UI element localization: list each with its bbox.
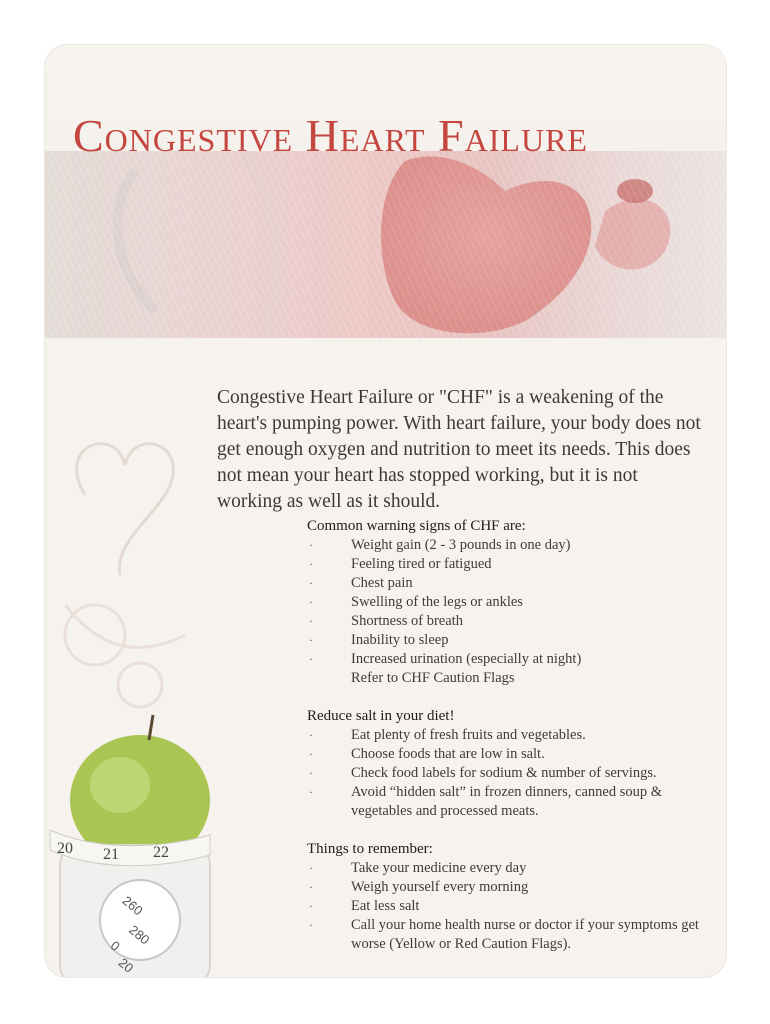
page-title: Congestive Heart Failure [73, 110, 588, 161]
list-item: · Inability to sleep [309, 632, 449, 648]
banner [45, 45, 726, 338]
list-item: · Increased urination (especially at night) [309, 651, 582, 667]
reduce-salt-heading: Reduce salt in your diet! [307, 708, 455, 724]
list-item: · Avoid “hidden salt” in frozen dinners, canned soup & vegetables and processed meats. [309, 784, 662, 819]
svg-text:22: 22 [153, 844, 169, 861]
list-item: · Eat less salt [309, 898, 420, 914]
heart-illustration [45, 151, 726, 338]
things-to-remember-section [305, 839, 725, 954]
svg-text:0: 0 [107, 937, 123, 955]
list-item: · Swelling of the legs or ankles [309, 594, 523, 610]
warning-signs-heading: Common warning signs of CHF are: [307, 518, 526, 534]
list-item: · Take your medicine every day [309, 860, 527, 876]
document-card [45, 45, 726, 977]
list-item: · Call your home health nurse or doctor if your symptoms get worse (Yellow or Red Caution Flags). [309, 917, 699, 952]
intro-paragraph: Congestive Heart Failure or "CHF" is a weakening of the heart's pumping power. With heart failure, your body does not get enough oxygen and nutrition to meet its needs. This does not mean your heart has stopped working, but it is not working as well as it should. [217, 387, 701, 512]
warning-signs-list [305, 536, 725, 669]
list-item: · Eat plenty of fresh fruits and vegetables. [309, 727, 586, 743]
list-item: · Weigh yourself every morning [309, 879, 529, 895]
list-item: · Shortness of breath [309, 613, 463, 629]
reduce-salt-list [305, 726, 725, 821]
list-item: · Feeling tired or fatigued [309, 556, 492, 572]
heart-illustration-band [45, 151, 726, 338]
decorative-art [45, 405, 215, 977]
svg-text:260: 260 [119, 892, 146, 919]
svg-text:20: 20 [57, 840, 73, 857]
warning-signs-section [305, 516, 725, 688]
svg-text:20: 20 [115, 954, 137, 976]
things-to-remember-heading: Things to remember: [307, 841, 433, 857]
list-item: · Weight gain (2 - 3 pounds in one day) [309, 537, 571, 553]
things-to-remember-list [305, 859, 725, 954]
list-item: · Choose foods that are low in salt. [309, 746, 545, 762]
reduce-salt-section [305, 706, 725, 821]
list-item: · Check food labels for sodium & number of servings. [309, 765, 657, 781]
svg-text:280: 280 [126, 922, 153, 948]
svg-text:21: 21 [103, 846, 119, 863]
list-item: · Chest pain [309, 575, 413, 591]
caution-flags-note: Refer to CHF Caution Flags [351, 670, 515, 686]
